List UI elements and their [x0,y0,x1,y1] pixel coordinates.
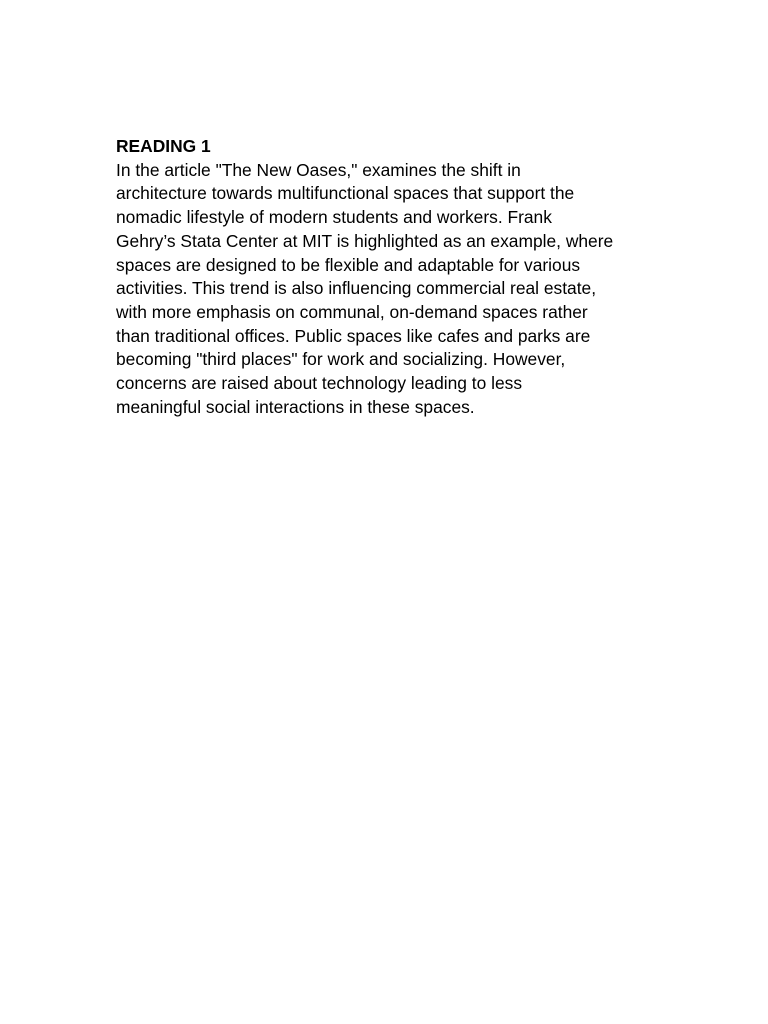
reading-paragraph [116,159,661,420]
paragraph-line: concerns are raised about technology leading to less [116,373,523,394]
paragraph-line: becoming "third places" for work and socializing. However, [116,349,566,370]
paragraph-line: activities. This trend is also influencing commercial real estate, [116,278,597,299]
paragraph-line: In the article "The New Oases," examines the shift in [116,159,521,180]
paragraph-line: architecture towards multifunctional spaces that support the [116,183,575,204]
paragraph-line: nomadic lifestyle of modern students and workers. Frank [116,207,552,228]
document-content [116,135,661,419]
paragraph-line: with more emphasis on communal, on-demand spaces rather [116,301,588,322]
paragraph-line: than traditional offices. Public spaces like cafes and parks are [116,325,591,346]
paragraph-line: meaningful social interactions in these spaces. [116,396,475,417]
paragraph-line: Gehry’s Stata Center at MIT is highlighted as an example, where [116,230,614,251]
reading-heading: READING 1 [116,136,211,156]
paragraph-line: spaces are designed to be flexible and adaptable for various [116,254,581,275]
